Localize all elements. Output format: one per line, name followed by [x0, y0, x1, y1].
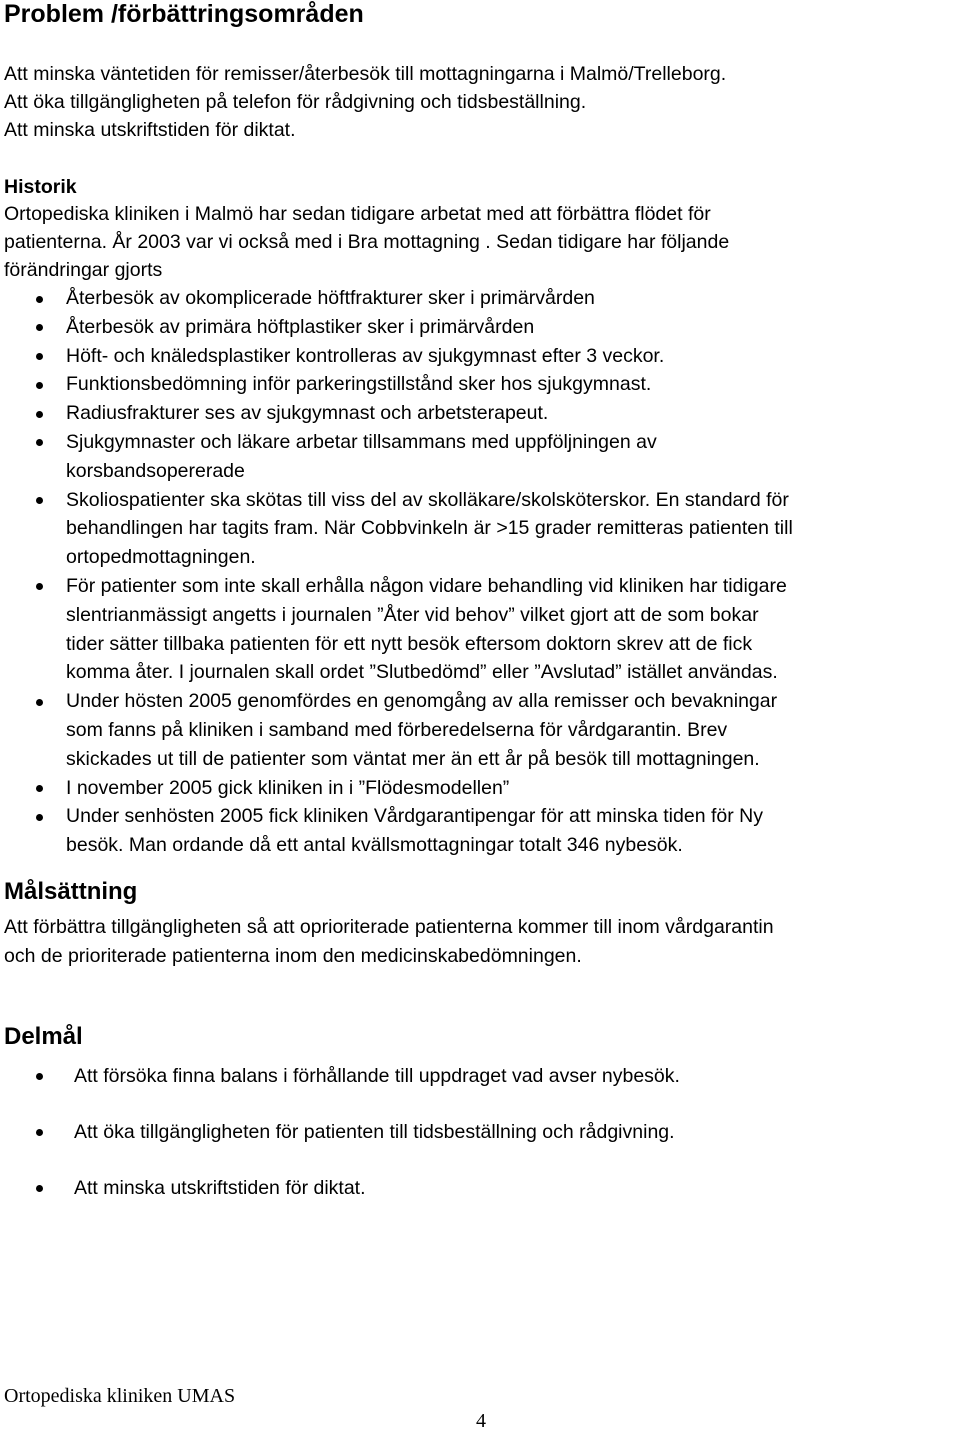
bullet-icon — [36, 1073, 43, 1080]
list-item: För patienter som inte skall erhålla någon vidare behandling vid kliniken har tidigare slentrianmässigt angetts i journalen ”Åter vid behov” vilket gjort att de som bokar tider sätter tillbaka patienten för ett nytt besök eftersom doktorn skrev att de fick komma åter. I journalen skall ordet ”Slutbedömd” eller ”Avslutad” istället användas. — [0, 572, 793, 687]
bullet-icon — [36, 382, 43, 389]
bullet-icon — [36, 785, 43, 792]
problem-paragraph — [4, 60, 726, 144]
historik-change-list — [0, 284, 793, 860]
problem-line: Att öka tillgängligheten på telefon för rådgivning och tidsbeställning. — [4, 91, 587, 113]
historik-paragraph — [4, 200, 729, 284]
bullet-icon — [36, 583, 43, 590]
list-item: Att öka tillgängligheten för patienten till tidsbeställning och rådgivning. — [0, 1118, 680, 1146]
bullet-icon — [36, 324, 43, 331]
bullet-icon — [36, 814, 43, 821]
list-item: Återbesök av primära höftplastiker sker i primärvården — [0, 313, 793, 342]
list-item: Skoliospatienter ska skötas till viss del av skolläkare/skolsköterskor. En standard för behandlingen har tagits fram. När Cobbvinkeln är >15 grader remitteras patienten till ortopedmottagningen. — [0, 486, 793, 572]
historik-heading: Historik — [4, 176, 77, 198]
malsattning-heading: Målsättning — [4, 878, 138, 905]
malsattning-line: och de prioriterade patienterna inom den medicinskabedömningen. — [4, 944, 582, 967]
bullet-icon — [36, 1185, 43, 1192]
list-item: Radiusfrakturer ses av sjukgymnast och arbetsterapeut. — [0, 399, 793, 428]
malsattning-line: Att förbättra tillgängligheten så att oprioriterade patienterna kommer till inom vårdgarantin — [4, 916, 774, 938]
malsattning-paragraph — [4, 913, 774, 970]
bullet-icon — [36, 411, 43, 418]
historik-line: Ortopediska kliniken i Malmö har sedan tidigare arbetat med att förbättra flödet för — [4, 203, 711, 225]
bullet-icon — [36, 296, 43, 303]
footer-org: Ortopediska kliniken UMAS — [4, 1385, 236, 1407]
problem-heading: Problem /förbättringsområden — [4, 0, 364, 28]
list-item: Att minska utskriftstiden för diktat. — [0, 1174, 680, 1202]
bullet-icon — [36, 1129, 43, 1136]
bullet-icon — [36, 353, 43, 360]
bullet-icon — [36, 699, 43, 706]
list-item: Sjukgymnaster och läkare arbetar tillsammans med uppföljningen av korsbandsopererade — [0, 428, 793, 486]
list-item: Under hösten 2005 genomfördes en genomgång av alla remisser och bevakningar som fanns på kliniken i samband med förberedelserna för vårdgarantin. Brev skickades ut till de patienter som väntat mer än ett år på besök till mottagningen. — [0, 687, 793, 773]
historik-line: patienterna. År 2003 var vi också med i Bra mottagning . Sedan tidigare har följande — [4, 231, 730, 253]
list-item: I november 2005 gick kliniken in i ”Flödesmodellen” — [0, 774, 793, 803]
list-item: Under senhösten 2005 fick kliniken Vårdgarantipengar för att minska tiden för Ny besök. Man ordande då ett antal kvällsmottagningar totalt 346 nybesök. — [0, 802, 793, 860]
delmal-heading: Delmål — [4, 1023, 83, 1050]
problem-line: Att minska väntetiden för remisser/återbesök till mottagningarna i Malmö/Trelleborg. — [4, 63, 727, 85]
page-number: 4 — [476, 1410, 486, 1432]
list-item: Höft- och knäledsplastiker kontrolleras av sjukgymnast efter 3 veckor. — [0, 342, 793, 371]
bullet-icon — [36, 497, 43, 504]
list-item: Funktionsbedömning inför parkeringstillstånd sker hos sjukgymnast. — [0, 370, 793, 399]
historik-line: förändringar gjorts — [4, 259, 163, 281]
list-item: Återbesök av okomplicerade höftfrakturer sker i primärvården — [0, 284, 793, 313]
list-item: Att försöka finna balans i förhållande till uppdraget vad avser nybesök. — [0, 1062, 680, 1090]
delmal-list — [0, 1062, 680, 1230]
problem-line: Att minska utskriftstiden för diktat. — [4, 119, 296, 141]
bullet-icon — [36, 439, 43, 446]
